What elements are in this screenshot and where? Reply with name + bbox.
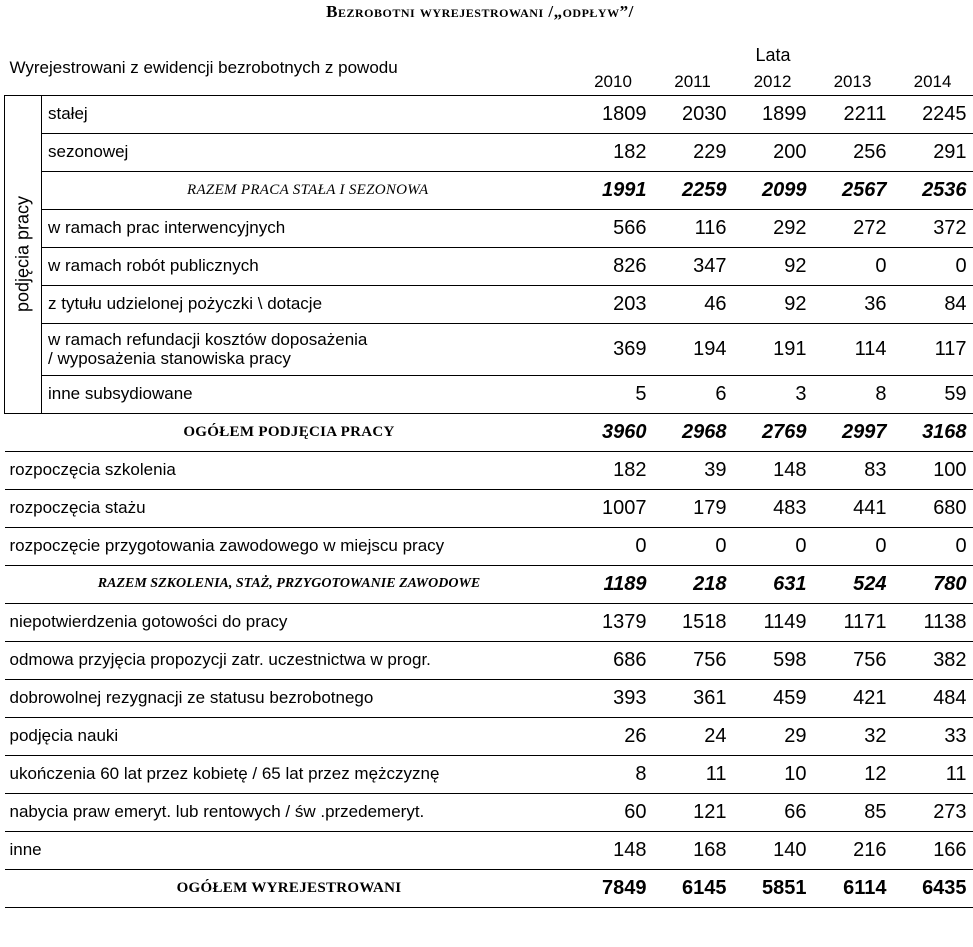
cell-value: 361 bbox=[653, 679, 733, 717]
table-row bbox=[5, 831, 973, 869]
cell-value: 200 bbox=[733, 133, 813, 171]
cell-value: 92 bbox=[733, 247, 813, 285]
cell-value: 117 bbox=[893, 323, 973, 375]
cell-value: 6145 bbox=[653, 869, 733, 907]
row-label: w ramach refundacji kosztów doposażenia / wyposażenia stanowiska pracy bbox=[42, 323, 574, 375]
cell-value: 92 bbox=[733, 285, 813, 323]
cell-value: 140 bbox=[733, 831, 813, 869]
row-label-grand-total: OGÓŁEM WYREJESTROWANI bbox=[5, 869, 574, 907]
table-row bbox=[5, 489, 973, 527]
cell-value: 2536 bbox=[893, 171, 973, 209]
cell-value: 1171 bbox=[813, 603, 893, 641]
year-2012: 2012 bbox=[733, 69, 813, 95]
cell-value: 272 bbox=[813, 209, 893, 247]
cell-value: 291 bbox=[893, 133, 973, 171]
cell-value: 29 bbox=[733, 717, 813, 755]
cell-value: 459 bbox=[733, 679, 813, 717]
cell-value: 273 bbox=[893, 793, 973, 831]
cell-value: 2211 bbox=[813, 95, 893, 133]
cell-value: 3168 bbox=[893, 413, 973, 451]
row-label: podjęcia nauki bbox=[5, 717, 574, 755]
cell-value: 7849 bbox=[574, 869, 653, 907]
cell-value: 0 bbox=[653, 527, 733, 565]
table-row bbox=[5, 793, 973, 831]
row-label: niepotwierdzenia gotowości do pracy bbox=[5, 603, 574, 641]
group-label-cell bbox=[5, 95, 42, 413]
cell-value: 11 bbox=[653, 755, 733, 793]
table-row bbox=[5, 285, 973, 323]
table-row bbox=[5, 451, 973, 489]
cell-value: 369 bbox=[574, 323, 653, 375]
cell-value: 5 bbox=[574, 375, 653, 413]
cell-value: 179 bbox=[653, 489, 733, 527]
row-label: rozpoczęcia szkolenia bbox=[5, 451, 574, 489]
cell-value: 2997 bbox=[813, 413, 893, 451]
outflow-table bbox=[4, 41, 973, 908]
cell-value: 26 bbox=[574, 717, 653, 755]
cell-value: 168 bbox=[653, 831, 733, 869]
row-label: w ramach prac interwencyjnych bbox=[42, 209, 574, 247]
row-label: stałej bbox=[42, 95, 574, 133]
row-label-subtotal: RAZEM PRACA STAŁA I SEZONOWA bbox=[42, 171, 574, 209]
group-label-podjecia-pracy: podjęcia pracy bbox=[12, 195, 33, 313]
row-label: w ramach robót publicznych bbox=[42, 247, 574, 285]
cell-value: 2099 bbox=[733, 171, 813, 209]
cell-value: 66 bbox=[733, 793, 813, 831]
row-label: dobrowolnej rezygnacji ze statusu bezrobotnego bbox=[5, 679, 574, 717]
cell-value: 32 bbox=[813, 717, 893, 755]
cell-value: 3 bbox=[733, 375, 813, 413]
cell-value: 780 bbox=[893, 565, 973, 603]
cell-value: 756 bbox=[653, 641, 733, 679]
table-row bbox=[5, 527, 973, 565]
cell-value: 203 bbox=[574, 285, 653, 323]
cell-value: 59 bbox=[893, 375, 973, 413]
cell-value: 2567 bbox=[813, 171, 893, 209]
cell-value: 0 bbox=[813, 247, 893, 285]
table-row bbox=[5, 679, 973, 717]
cell-value: 24 bbox=[653, 717, 733, 755]
document-title: Bezrobotni wyrejestrowani /„odpływ”/ bbox=[326, 2, 634, 21]
cell-value: 5851 bbox=[733, 869, 813, 907]
cell-value: 116 bbox=[653, 209, 733, 247]
cell-value: 1149 bbox=[733, 603, 813, 641]
row-label-subtotal: RAZEM SZKOLENIA, STAŻ, PRZYGOTOWANIE ZAWODOWE bbox=[5, 565, 574, 603]
cell-value: 0 bbox=[893, 247, 973, 285]
cell-value: 256 bbox=[813, 133, 893, 171]
cell-value: 2769 bbox=[733, 413, 813, 451]
cell-value: 0 bbox=[813, 527, 893, 565]
row-label: inne bbox=[5, 831, 574, 869]
table-row bbox=[5, 133, 973, 171]
row-label-total: OGÓŁEM PODJĘCIA PRACY bbox=[5, 413, 574, 451]
cell-value: 292 bbox=[733, 209, 813, 247]
table-row-subtotal bbox=[5, 565, 973, 603]
cell-value: 216 bbox=[813, 831, 893, 869]
cell-value: 39 bbox=[653, 451, 733, 489]
cell-value: 1189 bbox=[574, 565, 653, 603]
cell-value: 148 bbox=[733, 451, 813, 489]
cell-value: 382 bbox=[893, 641, 973, 679]
table-row bbox=[5, 375, 973, 413]
cell-value: 8 bbox=[813, 375, 893, 413]
cell-value: 566 bbox=[574, 209, 653, 247]
table-row bbox=[5, 717, 973, 755]
cell-value: 756 bbox=[813, 641, 893, 679]
cell-value: 114 bbox=[813, 323, 893, 375]
cell-value: 6114 bbox=[813, 869, 893, 907]
cell-value: 10 bbox=[733, 755, 813, 793]
cell-value: 83 bbox=[813, 451, 893, 489]
cell-value: 6 bbox=[653, 375, 733, 413]
cell-value: 148 bbox=[574, 831, 653, 869]
year-2014: 2014 bbox=[893, 69, 973, 95]
cell-value: 6435 bbox=[893, 869, 973, 907]
cell-value: 3960 bbox=[574, 413, 653, 451]
cell-value: 8 bbox=[574, 755, 653, 793]
cell-value: 484 bbox=[893, 679, 973, 717]
row-label: odmowa przyjęcia propozycji zatr. uczestnictwa w progr. bbox=[5, 641, 574, 679]
cell-value: 1007 bbox=[574, 489, 653, 527]
table-row-grand-total bbox=[5, 869, 973, 907]
cell-value: 182 bbox=[574, 133, 653, 171]
cell-value: 11 bbox=[893, 755, 973, 793]
header-main-label: Wyrejestrowani z ewidencji bezrobotnych z powodu bbox=[5, 41, 574, 95]
cell-value: 229 bbox=[653, 133, 733, 171]
cell-value: 2030 bbox=[653, 95, 733, 133]
cell-value: 680 bbox=[893, 489, 973, 527]
cell-value: 1809 bbox=[574, 95, 653, 133]
row-label: rozpoczęcie przygotowania zawodowego w miejscu pracy bbox=[5, 527, 574, 565]
year-2011: 2011 bbox=[653, 69, 733, 95]
cell-value: 2968 bbox=[653, 413, 733, 451]
header-row bbox=[5, 41, 973, 69]
cell-value: 12 bbox=[813, 755, 893, 793]
cell-value: 1518 bbox=[653, 603, 733, 641]
table-row-subtotal bbox=[5, 171, 973, 209]
cell-value: 182 bbox=[574, 451, 653, 489]
row-label: ukończenia 60 lat przez kobietę / 65 lat przez mężczyznę bbox=[5, 755, 574, 793]
cell-value: 1899 bbox=[733, 95, 813, 133]
row-label: sezonowej bbox=[42, 133, 574, 171]
cell-value: 46 bbox=[653, 285, 733, 323]
cell-value: 191 bbox=[733, 323, 813, 375]
cell-value: 2259 bbox=[653, 171, 733, 209]
cell-value: 166 bbox=[893, 831, 973, 869]
table-row bbox=[5, 209, 973, 247]
cell-value: 826 bbox=[574, 247, 653, 285]
table-row bbox=[5, 323, 973, 375]
header-lata: Lata bbox=[755, 44, 791, 65]
cell-value: 0 bbox=[893, 527, 973, 565]
cell-value: 347 bbox=[653, 247, 733, 285]
year-2010: 2010 bbox=[574, 69, 653, 95]
cell-value: 84 bbox=[893, 285, 973, 323]
cell-value: 1138 bbox=[893, 603, 973, 641]
cell-value: 421 bbox=[813, 679, 893, 717]
table-row bbox=[5, 641, 973, 679]
cell-value: 2245 bbox=[893, 95, 973, 133]
cell-value: 36 bbox=[813, 285, 893, 323]
cell-value: 631 bbox=[733, 565, 813, 603]
cell-value: 33 bbox=[893, 717, 973, 755]
cell-value: 441 bbox=[813, 489, 893, 527]
cell-value: 218 bbox=[653, 565, 733, 603]
cell-value: 0 bbox=[733, 527, 813, 565]
cell-value: 1379 bbox=[574, 603, 653, 641]
table-row bbox=[5, 95, 973, 133]
table-row bbox=[5, 755, 973, 793]
cell-value: 524 bbox=[813, 565, 893, 603]
row-label: inne subsydiowane bbox=[42, 375, 574, 413]
cell-value: 483 bbox=[733, 489, 813, 527]
cell-value: 121 bbox=[653, 793, 733, 831]
table-row bbox=[5, 247, 973, 285]
row-label: z tytułu udzielonej pożyczki \ dotacje bbox=[42, 285, 574, 323]
cell-value: 0 bbox=[574, 527, 653, 565]
year-2013: 2013 bbox=[813, 69, 893, 95]
table-row bbox=[5, 603, 973, 641]
cell-value: 1991 bbox=[574, 171, 653, 209]
cell-value: 598 bbox=[733, 641, 813, 679]
cell-value: 60 bbox=[574, 793, 653, 831]
cell-value: 85 bbox=[813, 793, 893, 831]
cell-value: 393 bbox=[574, 679, 653, 717]
table-row-total bbox=[5, 413, 973, 451]
cell-value: 194 bbox=[653, 323, 733, 375]
cell-value: 372 bbox=[893, 209, 973, 247]
row-label: rozpoczęcia stażu bbox=[5, 489, 574, 527]
cell-value: 686 bbox=[574, 641, 653, 679]
row-label: nabycia praw emeryt. lub rentowych / św .przedemeryt. bbox=[5, 793, 574, 831]
cell-value: 100 bbox=[893, 451, 973, 489]
